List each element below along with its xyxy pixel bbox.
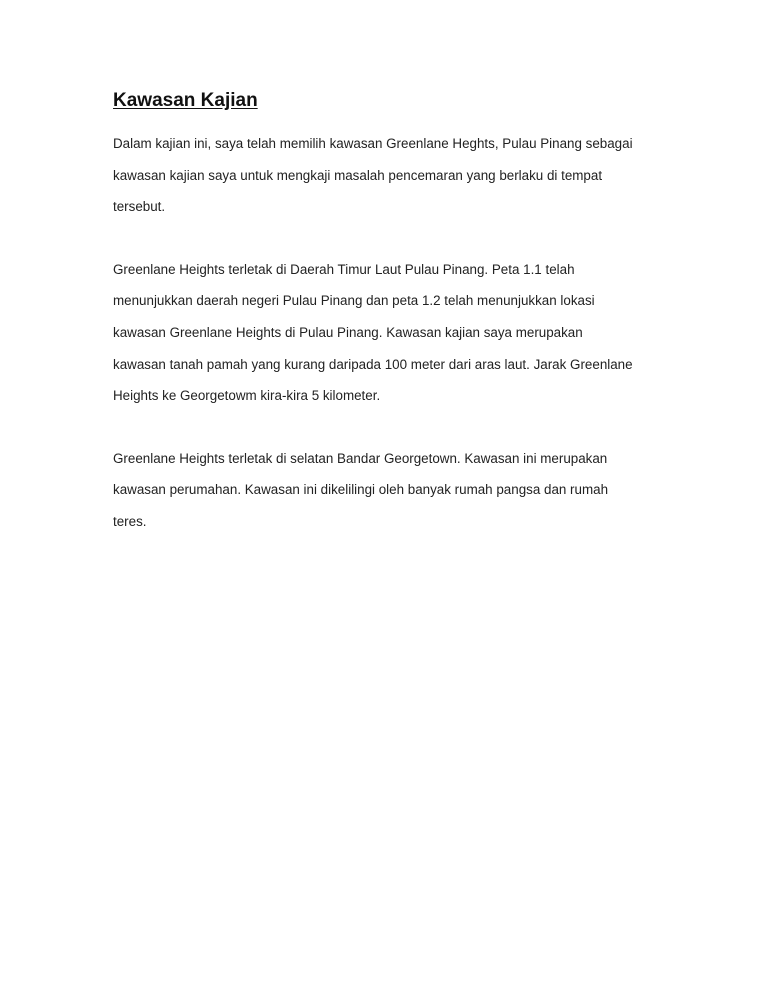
paragraph-line: menunjukkan daerah negeri Pulau Pinang dan peta 1.2 telah menunjukkan lokasi [113,293,595,309]
section-heading: Kawasan Kajian [113,90,258,111]
paragraph-line: tersebut. [113,199,166,215]
paragraph-line: kawasan Greenlane Heights di Pulau Pinang. Kawasan kajian saya merupakan [113,324,583,340]
paragraph-line: Dalam kajian ini, saya telah memilih kawasan Greenlane Heghts, Pulau Pinang sebagai [113,136,633,151]
paragraph-line: Heights ke Georgetowm kira-kira 5 kilometer. [113,388,381,404]
paragraph-2 [113,254,658,412]
paragraph-line: kawasan perumahan. Kawasan ini dikelilingi oleh banyak rumah pangsa dan rumah [113,482,609,498]
paragraph-1 [113,128,658,223]
paragraph-line: kawasan tanah pamah yang kurang daripada 100 meter dari aras laut. Jarak Greenlane [113,356,633,372]
paragraph-line: kawasan kajian saya untuk mengkaji masalah pencemaran yang berlaku di tempat [113,167,603,183]
paragraph-line: Greenlane Heights terletak di Daerah Timur Laut Pulau Pinang. Peta 1.1 telah [113,261,575,277]
paragraph-line: teres. [113,513,147,529]
paragraph-3 [113,443,658,538]
paragraph-line: Greenlane Heights terletak di selatan Bandar Georgetown. Kawasan ini merupakan [113,450,608,466]
document-content [113,88,658,538]
